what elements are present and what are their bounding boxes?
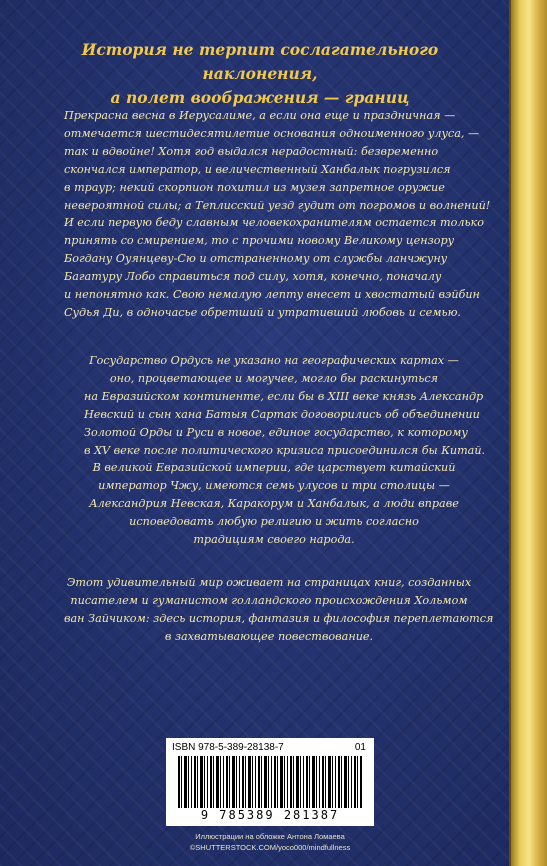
isbn-label: ISBN 978-5-389-28138-7 [172,742,284,753]
text-line: на Евразийском континенте, если бы в XIII веке князь Александр [84,389,484,403]
text-line: писателем и гуманистом голландского происхождения Хольмом [70,593,468,607]
text-line: традициям своего народа. [193,533,355,547]
text-line: невероятной силы; а Теплисский уезд гудит от погромов и волнений! [64,198,491,212]
headline [40,38,480,110]
annotation-paragraph-2 [84,352,486,549]
text-line: Невский и сын хана Батыя Сартак договорились об объединении [84,407,480,421]
barcode-digits: 9 785389 281387 [200,808,340,822]
gold-spine [511,0,547,866]
text-line: Этот удивительный мир оживает на страницах книг, созданных [66,576,472,589]
barcode-bars [178,756,362,808]
text-line: Судья Ди, в одночасье обретший и утративший любовь и семью. [64,305,461,319]
text-line: ван Зайчиком: здесь история, фантазия и философия переплетаются [64,611,494,625]
text-line: так и вдвойне! Хотя год выдался нерадостный: безвременно [64,144,439,158]
headline-line: а полет воображения — границ [110,88,410,107]
annotation-paragraph-1 [64,107,491,322]
text-line: в XV веке после политического кризиса присоединился бы Китай. [84,443,486,457]
text-line: И если первую беду славным человекохранителям остается только [64,216,484,230]
text-line: Государство Ордусь не указано на географических картах — [89,354,459,367]
text-line: Багатуру Лобо справиться под силу, хотя, конечно, поначалу [64,270,442,284]
text-line: Александрия Невская, Каракорум и Ханбалык, а люди вправе [89,497,459,511]
text-line: оно, процветающее и могучее, могло бы раскинуться [109,371,439,385]
text-line: Золотой Орды и Руси в новое, единое государство, к которому [84,425,468,439]
illustration-credit: Иллюстрации на обложке Антона Ломаева [195,832,345,841]
text-line: Прекрасна весна в Иерусалиме, а если она еще и праздничная — [64,109,456,122]
text-line: отмечается шестидесятилетие основания одноименного улуса, — [64,126,480,140]
text-line: исповедовать любую религию и жить согласно [129,515,419,529]
text-line: Богдану Оуянцеву-Сю и отстраненному от службы ланчжуну [64,252,448,266]
text-line: в траур; некий скорпион похитил из музея запретное оружие [64,180,445,194]
isbn-barcode [166,738,374,826]
barcode-addon: 01 [354,742,366,753]
text-line: император Чжу, имеются семь улусов и три столицы — [98,479,450,493]
text-line: принять со смирением, то с прочими новому Великому цензору [64,234,455,248]
annotation-paragraph-3 [64,574,494,646]
text-line: скончался император, и величественный Ханбалык погрузился [64,162,451,176]
headline-line: История не терпит сослагательного наклонения, [81,40,439,83]
text-line: В великой Евразийской империи, где царствует китайский [92,461,456,475]
text-line: и непонятно как. Свою немалую лепту внесет и хвостатый вэйбин [64,288,480,302]
text-line: в захватывающее повествование. [164,629,374,643]
stock-credit: ©SHUTTERSTOCK.COM/yoco000/mindfullness [189,843,351,852]
